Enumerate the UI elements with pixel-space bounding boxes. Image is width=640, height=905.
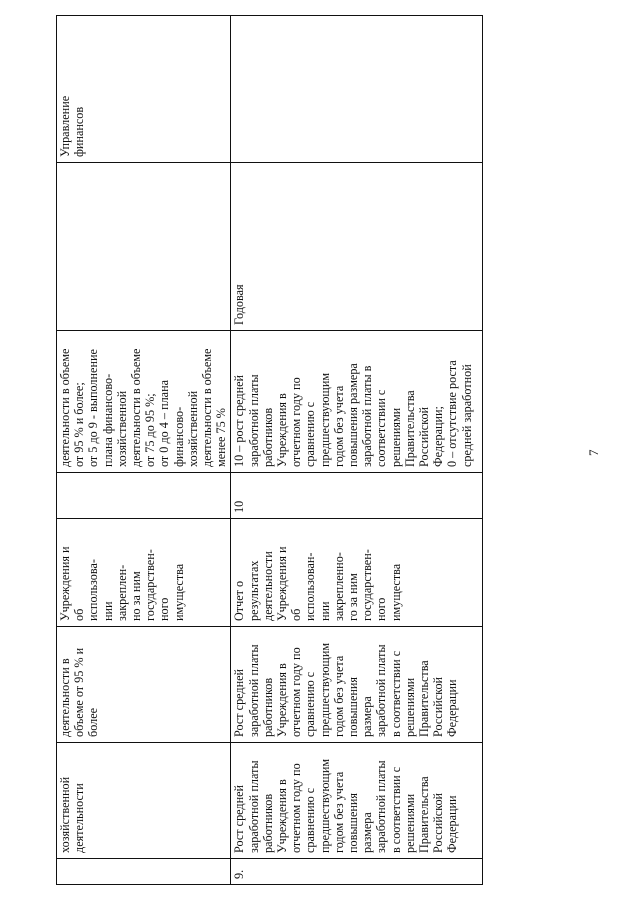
cell-text-line: менее 75 %	[214, 408, 229, 467]
cell-text-line: Учреждения и	[275, 546, 290, 621]
cell-text-line: но за ним	[129, 571, 144, 621]
cell-text-line: от 95 % и более;	[72, 382, 87, 467]
cell-text-line: деятельности в	[58, 658, 72, 737]
cell-text-line: от 0 до 4 – плана	[157, 379, 172, 467]
cell-text-line: Федерации	[445, 795, 460, 853]
cell-text-line: повышения	[346, 792, 361, 853]
cell-text-line: годом без учета	[331, 385, 346, 467]
cell-text-line: Федерации	[445, 679, 460, 737]
cell-text-line: Российской	[417, 406, 432, 467]
cell-text-line: 10 – рост средней	[232, 374, 247, 467]
cell-text-line: Рост средней	[232, 668, 247, 737]
cell-text-line: работников	[260, 407, 275, 467]
cell-text-line: деятельности в объеме	[200, 348, 215, 467]
cell-text-line: объеме от 95 % и	[72, 647, 87, 737]
source-cell	[231, 519, 483, 627]
cell-text-line: повышения	[346, 676, 361, 737]
cell-text-line: Учреждения в	[275, 663, 290, 737]
cell-text-line: деятельности	[260, 551, 275, 621]
cell-text-line: заработной платы в	[360, 365, 375, 467]
period-cell: Годовая	[231, 163, 483, 331]
cell-text-line: закреплен-	[114, 564, 129, 621]
cell-text-line: деятельности	[72, 783, 87, 853]
table-row	[57, 16, 231, 885]
cell-text-line: использован-	[303, 552, 318, 621]
cell-text-line: Российской	[431, 792, 446, 853]
cell-text-line: Правительства	[417, 776, 432, 853]
cell-text-line: деятельности в объеме	[58, 348, 72, 467]
cell-text-line: Федерации;	[431, 406, 446, 467]
cell-text-line: Учреждения в	[275, 393, 290, 467]
cell-text-line: средней заработной	[459, 364, 474, 467]
row-number	[57, 859, 231, 885]
criteria-table	[56, 15, 483, 885]
cell-text-line: в соответствии с	[388, 766, 403, 853]
cell-text-line: хозяйственной	[58, 776, 72, 853]
cell-text-line: использова-	[86, 559, 101, 621]
cell-text-line: хозяйственной	[114, 390, 129, 467]
cell-text-line: 0 – отсутствие роста	[445, 360, 460, 467]
cell-text-line: повышения размера	[346, 363, 361, 467]
table-row	[231, 16, 483, 885]
cell-text-line: нии	[317, 601, 332, 621]
cell-text-line: более	[86, 707, 101, 737]
cell-text-line: заработной платы	[246, 644, 261, 737]
cell-text-line: соответствии с	[374, 389, 389, 467]
scale-cell	[57, 331, 231, 473]
indicator-cell	[57, 743, 231, 859]
cell-text-line: размера	[360, 696, 375, 737]
cell-text-line: хозяйственной	[185, 390, 200, 467]
cell-text-line: работников	[260, 677, 275, 737]
cell-text-line: заработной платы	[374, 644, 389, 737]
criterion-cell	[231, 627, 483, 743]
cell-text-line: Правительства	[402, 390, 417, 467]
cell-text-line: об	[289, 608, 304, 621]
cell-text-line: от 5 до 9 - выполнение	[86, 349, 101, 467]
responsible-cell	[57, 16, 231, 163]
page-number: 7	[586, 449, 601, 456]
indicator-cell	[231, 743, 483, 859]
cell-text-line: решениями	[402, 793, 417, 853]
cell-text-line: от 75 до 95 %;	[143, 393, 158, 467]
cell-text-line: нии	[100, 601, 115, 621]
cell-text-line: Правительства	[417, 660, 432, 737]
cell-text-line: Учреждения в	[275, 779, 290, 853]
cell-text-line: предшествующим	[317, 642, 332, 737]
cell-text-line: закрепленно-	[331, 552, 346, 621]
cell-text-line: государствен-	[360, 549, 375, 621]
cell-text-line: работников	[260, 793, 275, 853]
cell-text-line: отчетном году по	[289, 647, 304, 737]
responsible-cell	[231, 16, 483, 163]
row-number: 9.	[231, 859, 483, 885]
cell-text-line: предшествующим	[317, 758, 332, 853]
cell-text-line: Рост средней	[232, 784, 247, 853]
cell-text-line: предшествующим	[317, 372, 332, 467]
cell-text-line: заработной платы	[374, 760, 389, 853]
cell-text-line: деятельности в объеме	[129, 348, 144, 467]
cell-text-line: годом без учета	[331, 655, 346, 737]
cell-text-line: результатах	[246, 560, 261, 621]
cell-text-line: ного	[157, 597, 172, 621]
cell-text-line: в соответствии с	[388, 650, 403, 737]
cell-text-line: финансово-	[171, 406, 186, 467]
scale-cell	[231, 331, 483, 473]
cell-text-line: государствен-	[143, 549, 158, 621]
cell-text-line: го за ним	[346, 573, 361, 621]
cell-text-line: отчетном году по	[289, 377, 304, 467]
criterion-cell	[57, 627, 231, 743]
cell-text-line: плана финансово-	[100, 373, 115, 467]
cell-text-line: финансов	[72, 106, 87, 157]
cell-text-line: сравнению с	[303, 401, 318, 467]
cell-text-line: решениями	[402, 677, 417, 737]
cell-text-line: отчетном году по	[289, 763, 304, 853]
cell-text-line: имущества	[171, 563, 186, 621]
cell-text-line: годом без учета	[331, 771, 346, 853]
source-cell	[57, 519, 231, 627]
cell-text-line: Отчет о	[232, 580, 247, 621]
cell-text-line: решениями	[388, 407, 403, 467]
cell-text-line: ного	[374, 597, 389, 621]
cell-text-line: размера	[360, 812, 375, 853]
cell-text-line: Управление	[58, 95, 72, 157]
cell-text-line: Российской	[431, 676, 446, 737]
cell-text-line: сравнению с	[303, 787, 318, 853]
score-cell	[57, 473, 231, 519]
cell-text-line: заработной платы	[246, 374, 261, 467]
cell-text-line: имущества	[388, 563, 403, 621]
period-cell	[57, 163, 231, 331]
cell-text-line: Учреждения и	[58, 546, 72, 621]
cell-text-line: сравнению с	[303, 671, 318, 737]
cell-text-line: об	[72, 608, 87, 621]
score-cell: 10	[231, 473, 483, 519]
cell-text-line: заработной платы	[246, 760, 261, 853]
